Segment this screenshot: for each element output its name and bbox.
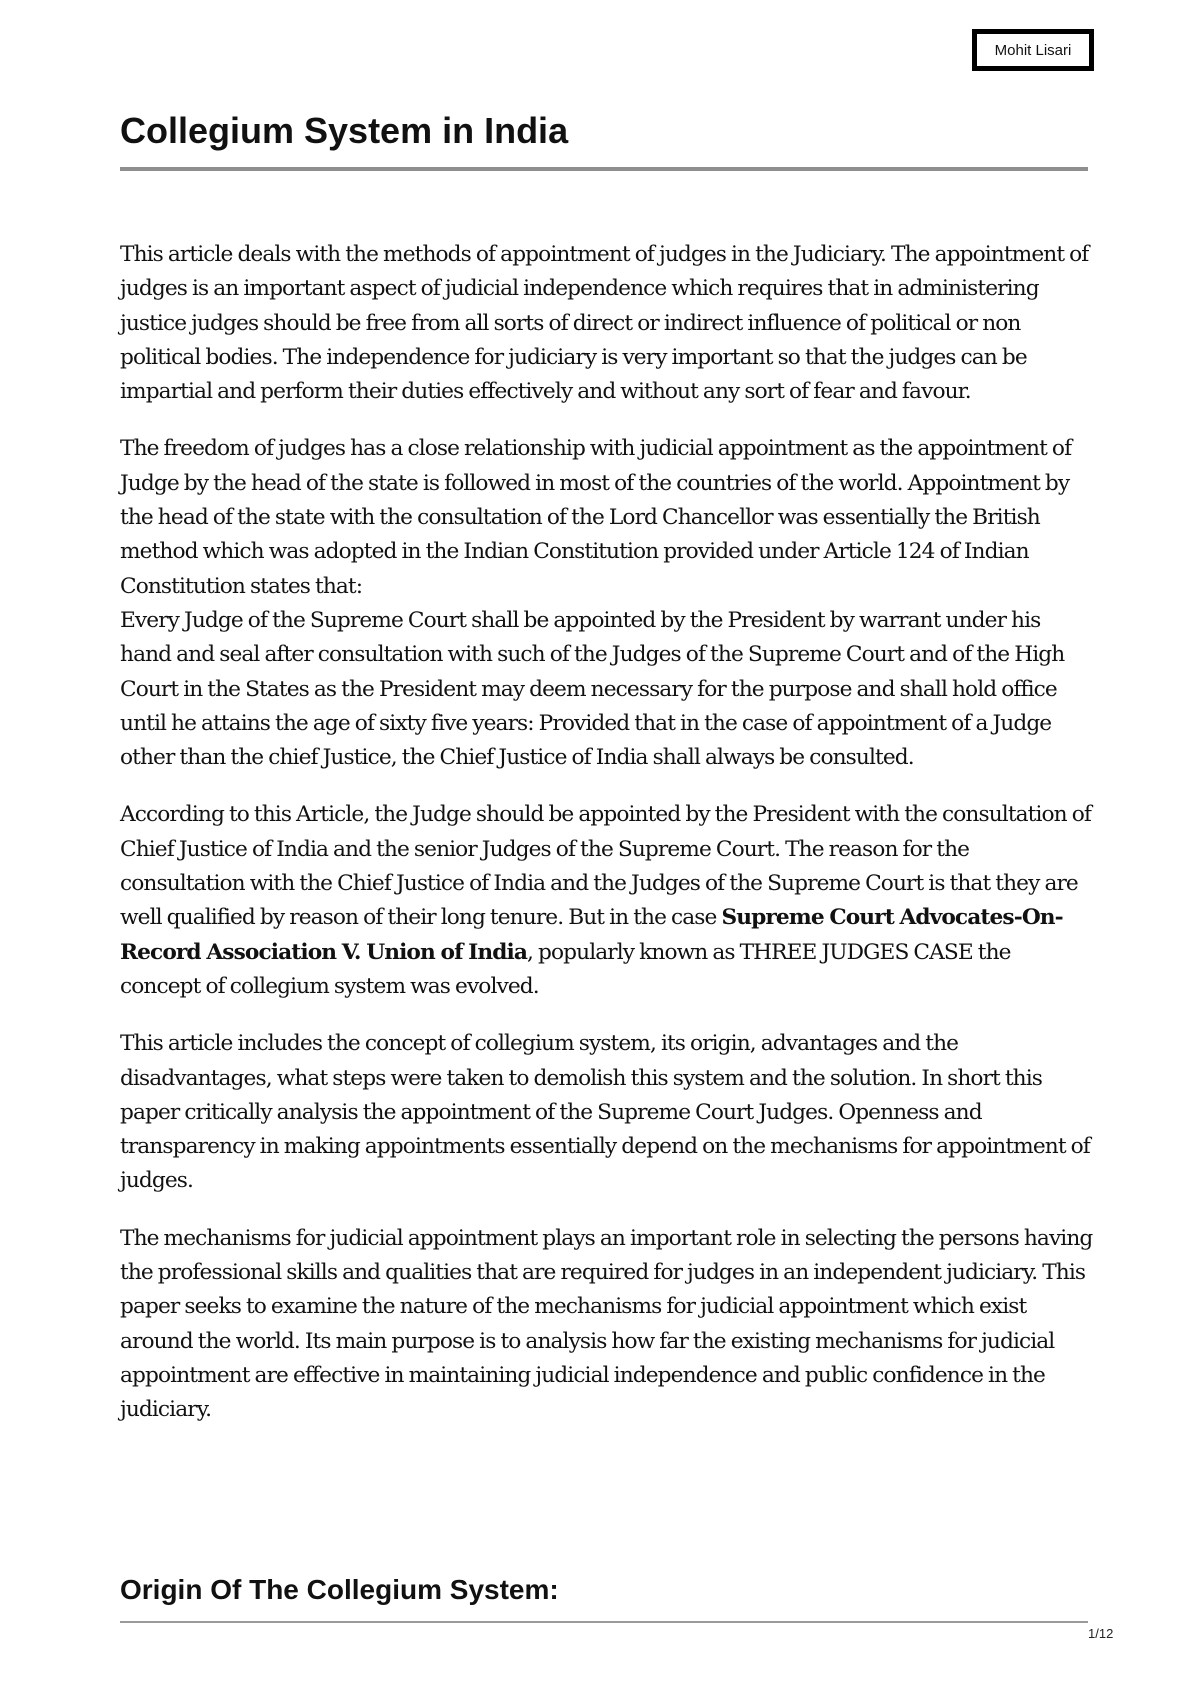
title-divider [120,167,1088,171]
article-body [120,238,1095,1451]
paragraph-three-judges-case [120,798,1095,1004]
paragraph-mechanisms: The mechanisms for judicial appointment plays an important role in selecting the persons having the professional skills and qualities that are required for judges in an independent judiciary. This paper seeks to examine the nature of the mechanisms for judicial appointment which exist around the world. Its main purpose is to analysis how far the existing mechanisms for judicial appointment are effective in maintaining judicial independence and public confidence in the judiciary. [120,1225,1093,1423]
case-name: Supreme Court Advocates-On-Record Association V. Union of India [120,905,1063,965]
page-title: Collegium System in India [120,110,569,151]
paragraph-freedom-of-judges: The freedom of judges has a close relationship with judicial appointment as the appointment of Judge by the head of the state is followed in most of the countries of the world. Appointment by the head of the state with the consultation of the Lord Chancellor was essentially the British method which was adopted in the Indian Constitution provided under Article 124 of Indian Constitution states that: [120,436,1072,599]
page-number: 1/12 [1088,1626,1114,1641]
author-name-box [972,29,1094,71]
paragraph-three-judges-case-before: According to this Article, the Judge should be appointed by the President with the consultation of Chief Justice of India and the senior Judges of the Supreme Court. The reason for the consultation with the Chief Justice of India and the Judges of the Supreme Court is that they are well qualified by reason of their long tenure. But in the case [120,802,1092,931]
section-heading-origin: Origin Of The Collegium System: [120,1574,559,1605]
paragraph-article-scope: This article includes the concept of collegium system, its origin, advantages and the disadvantages, what steps were taken to demolish this system and the solution. In short this paper critically analysis the appointment of the Supreme Court Judges. Openness and transparency in making appointments essentially depend on the mechanisms for appointment of judges. [120,1031,1090,1194]
paragraph-three-judges-case-after: , popularly known as THREE JUDGES CASE the concept of collegium system was evolved. [120,939,1011,999]
footer-divider [120,1621,1088,1623]
author-name: Mohit Lisari [994,41,1072,59]
paragraph-intro: This article deals with the methods of appointment of judges in the Judiciary. The appointment of judges is an important aspect of judicial independence which requires that in administering justice judges should be free from all sorts of direct or indirect influence of political or non political bodies. The independence for judiciary is very important so that the judges can be impartial and perform their duties effectively and without any sort of fear and favour. [120,242,1089,405]
paragraph-article-124-quote: Every Judge of the Supreme Court shall be appointed by the President by warrant under his hand and seal after consultation with such of the Judges of the Supreme Court and of the High Court in the States as the President may deem necessary for the purpose and shall hold office until he attains the age of sixty five years: Provided that in the case of appointment of a Judge other than the chief Justice, the Chief Justice of India shall always be consulted. [120,607,1065,771]
